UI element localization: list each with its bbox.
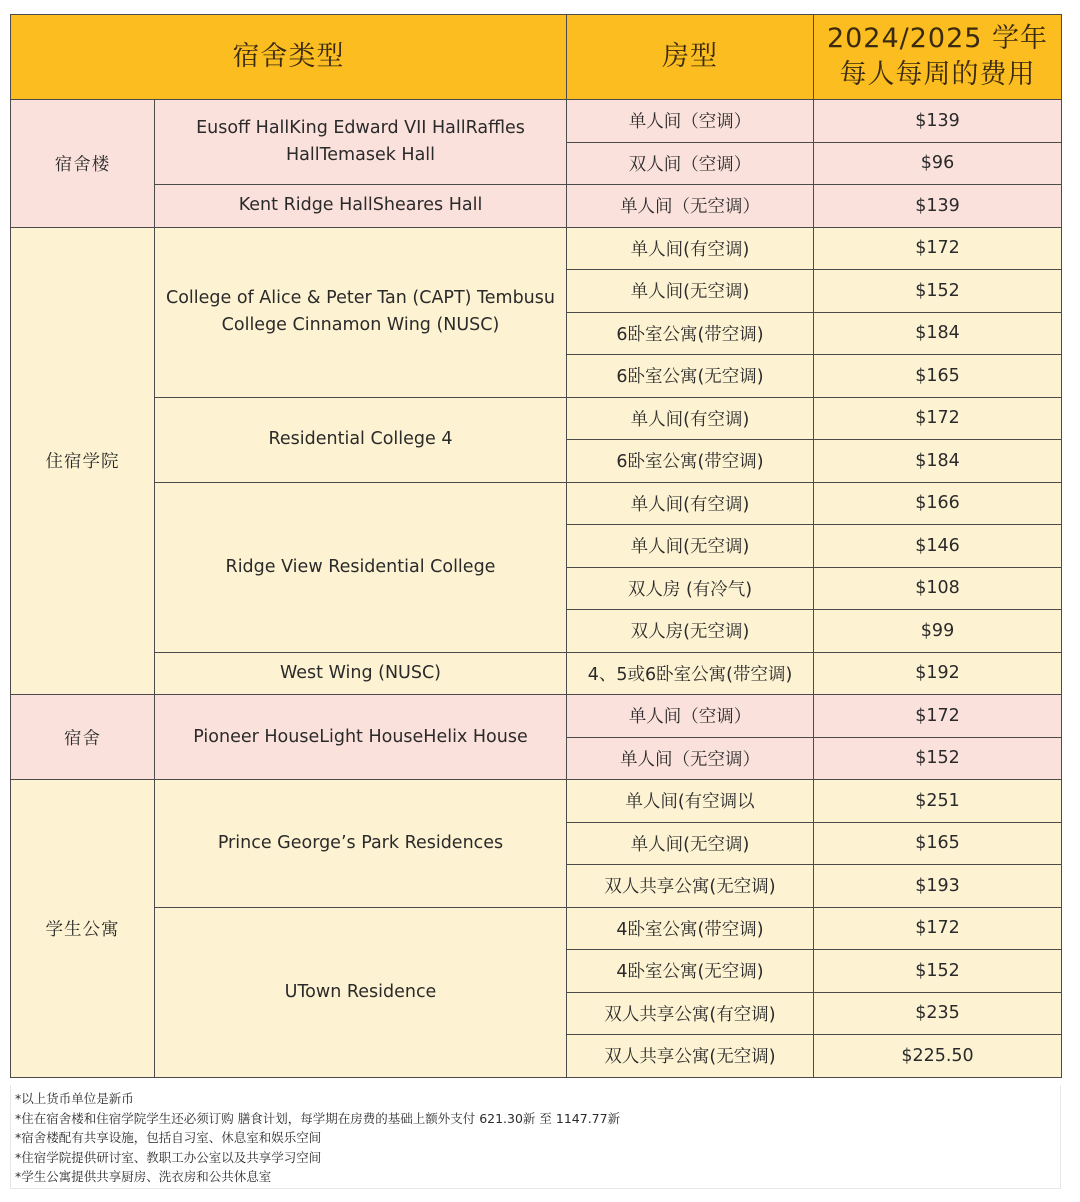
footnote: *学生公寓提供共享厨房、洗衣房和公共休息室 <box>15 1169 272 1184</box>
price-cell: $152 <box>814 950 1062 993</box>
price-cell: $139 <box>814 185 1062 228</box>
room-type-cell: 6卧室公寓(带空调) <box>567 312 814 355</box>
room-type-cell: 单人间(无空调) <box>567 525 814 568</box>
hall-name-cell: UTown Residence <box>155 907 567 1077</box>
room-type-cell: 双人房 (有冷气) <box>567 567 814 610</box>
category-cell: 学生公寓 <box>11 780 155 1078</box>
price-cell: $108 <box>814 567 1062 610</box>
room-type-cell: 4卧室公寓(带空调) <box>567 907 814 950</box>
price-cell: $96 <box>814 142 1062 185</box>
room-type-cell: 单人间(有空调) <box>567 227 814 270</box>
table-row <box>11 780 1062 823</box>
header-row <box>11 15 1062 100</box>
room-type-cell: 单人间(有空调以 <box>567 780 814 823</box>
price-cell: $166 <box>814 482 1062 525</box>
room-type-cell: 单人间(有空调) <box>567 397 814 440</box>
header-room-type: 房型 <box>567 15 814 100</box>
price-cell: $184 <box>814 312 1062 355</box>
room-type-cell: 单人间（空调） <box>567 100 814 143</box>
price-cell: $172 <box>814 907 1062 950</box>
hall-name-cell: Eusoff HallKing Edward VII HallRaffles HallTemasek Hall <box>155 100 567 185</box>
room-type-cell: 双人共享公寓(无空调) <box>567 865 814 908</box>
hall-name-cell: West Wing (NUSC) <box>155 652 567 695</box>
room-type-cell: 双人共享公寓(无空调) <box>567 1035 814 1078</box>
fee-table <box>10 14 1062 1078</box>
room-type-cell: 双人间（空调） <box>567 142 814 185</box>
hall-name-cell: Pioneer HouseLight HouseHelix House <box>155 695 567 780</box>
category-cell: 宿舍 <box>11 695 155 780</box>
room-type-cell: 单人间(无空调) <box>567 822 814 865</box>
hall-name-cell: Prince George’s Park Residences <box>155 780 567 908</box>
room-type-cell: 单人间（空调） <box>567 695 814 738</box>
price-cell: $152 <box>814 737 1062 780</box>
room-type-cell: 双人房(无空调) <box>567 610 814 653</box>
header-fee-line1: 2024/2025 学年 <box>826 23 1049 54</box>
room-type-cell: 单人间(有空调) <box>567 482 814 525</box>
footnote: *住在宿舍楼和住宿学院学生还必须订购 膳食计划，每学期在房费的基础上额外支付 621.30新 至 1147.77新 <box>15 1110 621 1126</box>
table-row <box>11 695 1062 738</box>
price-cell: $193 <box>814 865 1062 908</box>
room-type-cell: 单人间（无空调） <box>567 185 814 228</box>
price-cell: $139 <box>814 100 1062 143</box>
table-row <box>11 482 1062 525</box>
room-type-cell: 双人共享公寓(有空调) <box>567 992 814 1035</box>
price-cell: $146 <box>814 525 1062 568</box>
room-type-cell: 6卧室公寓(无空调) <box>567 355 814 398</box>
category-cell: 宿舍楼 <box>11 100 155 228</box>
price-cell: $165 <box>814 822 1062 865</box>
price-cell: $184 <box>814 440 1062 483</box>
price-cell: $172 <box>814 227 1062 270</box>
footnote: *宿舍楼配有共享设施，包括自习室、休息室和娱乐空间 <box>15 1130 322 1145</box>
hall-name-cell: Kent Ridge HallSheares Hall <box>155 185 567 228</box>
table-row <box>11 100 1062 143</box>
price-cell: $152 <box>814 270 1062 313</box>
price-cell: $235 <box>814 992 1062 1035</box>
price-cell: $172 <box>814 397 1062 440</box>
price-cell: $225.50 <box>814 1035 1062 1078</box>
price-cell: $251 <box>814 780 1062 823</box>
footnote: *以上货币单位是新币 <box>15 1091 134 1106</box>
price-cell: $99 <box>814 610 1062 653</box>
room-type-cell: 4、5或6卧室公寓(带空调) <box>567 652 814 695</box>
price-cell: $192 <box>814 652 1062 695</box>
room-type-cell: 单人间(无空调) <box>567 270 814 313</box>
category-cell: 住宿学院 <box>11 227 155 695</box>
hall-name-cell: Residential College 4 <box>155 397 567 482</box>
room-type-cell: 6卧室公寓(带空调) <box>567 440 814 483</box>
header-fee-line2: 每人每周的费用 <box>839 59 1036 90</box>
header-dorm-type: 宿舍类型 <box>11 15 567 100</box>
fee-table-wrapper <box>10 14 1061 1078</box>
table-row <box>11 652 1062 695</box>
header-weekly-fee <box>814 15 1062 100</box>
fee-table-body <box>11 100 1062 1078</box>
table-row <box>11 397 1062 440</box>
hall-name-cell: College of Alice & Peter Tan (CAPT) Tembusu College Cinnamon Wing (NUSC) <box>155 227 567 397</box>
table-row <box>11 227 1062 270</box>
footnote: *住宿学院提供研讨室、教职工办公室以及共享学习空间 <box>15 1149 322 1165</box>
table-row <box>11 907 1062 950</box>
price-cell: $165 <box>814 355 1062 398</box>
footnotes <box>10 1085 1061 1189</box>
price-cell: $172 <box>814 695 1062 738</box>
hall-name-cell: Ridge View Residential College <box>155 482 567 652</box>
room-type-cell: 4卧室公寓(无空调) <box>567 950 814 993</box>
room-type-cell: 单人间（无空调） <box>567 737 814 780</box>
table-row <box>11 185 1062 228</box>
